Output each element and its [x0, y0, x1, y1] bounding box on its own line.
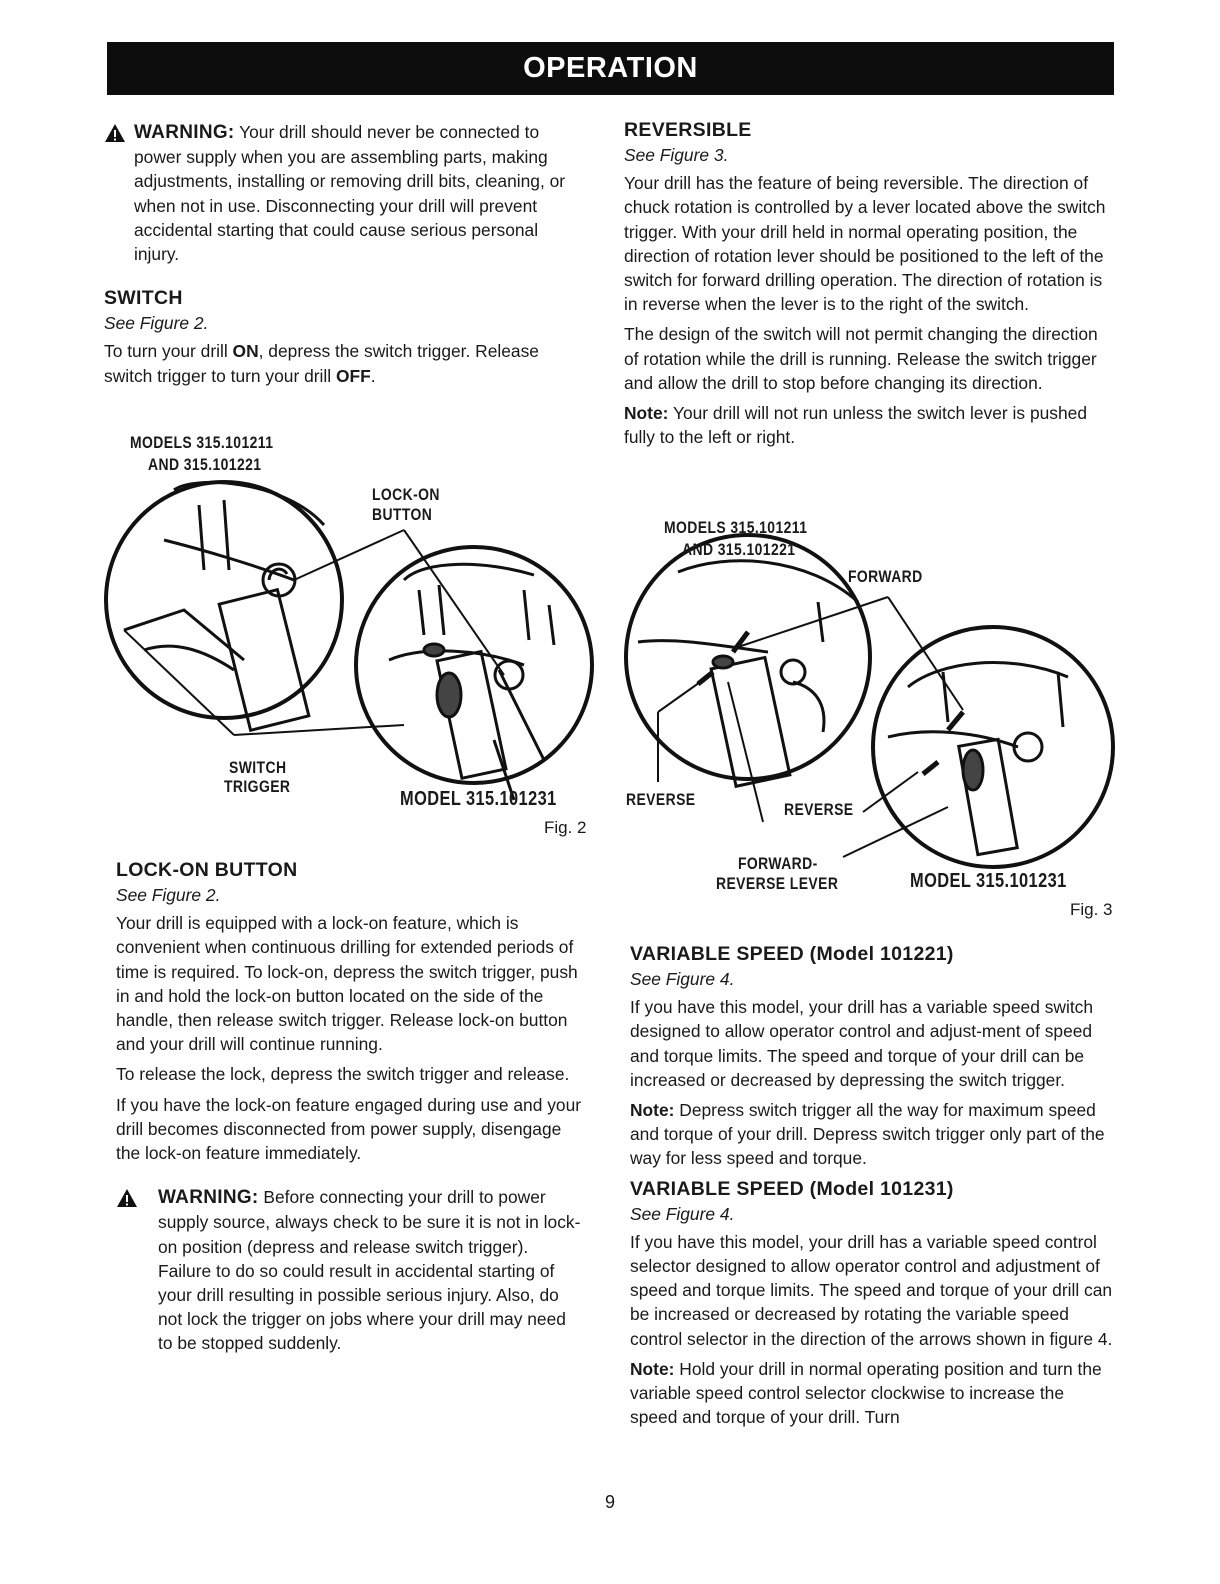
fig2-switch-line1: SWITCH — [229, 758, 287, 777]
reversible-paragraph-2: The design of the switch will not permit changing the direction of rotation while the drill is running. Release the switch trigger and allow the drill to stop before changing its direction. — [624, 324, 1098, 393]
fig2-switch-line2: TRIGGER — [224, 777, 291, 796]
right-column — [624, 118, 1114, 455]
page-number: 9 — [604, 1492, 615, 1512]
reversible-note: Note: Your drill will not run unless the switch lever is pushed fully to the left or right. — [624, 403, 1087, 448]
warning-label: WARNING: — [134, 122, 235, 143]
warning-text: Before connecting your drill to power supply source, always check to be sure it is not in lock-on position (depress and release switch trigger). Failure to do so could result in accidental starting of your drill resulting in possible serious injury. Also, do not lock the trigger on jobs where your drill may need to be stopped suddenly. — [158, 1187, 581, 1354]
figure-3 — [618, 512, 1118, 922]
switch-heading: SWITCH — [104, 287, 183, 310]
vs221-heading: VARIABLE SPEED (Model 101221) — [630, 943, 954, 965]
section-banner: OPERATION — [107, 42, 1114, 95]
fig3-lever-line2: REVERSE LEVER — [716, 874, 839, 893]
warning-block-1 — [104, 120, 584, 266]
fig3-models-line2: AND 315.101221 — [682, 540, 796, 559]
fig3-lever-line1: FORWARD- — [738, 854, 818, 873]
figure-2 — [104, 430, 594, 850]
right-column-lower — [630, 942, 1114, 1435]
fig3-models-line1: MODELS 315.101211 — [664, 518, 808, 537]
vs221-note: Note: Depress switch trigger all the way for maximum speed and torque of your drill. Depress switch trigger only part of the way for less speed and torque. — [630, 1100, 1105, 1169]
warning-text: Your drill should never be connected to power supply when you are assembling parts, making adjustments, installing or removing drill bits, cleaning, or when not in use. Disconnecting your drill will prevent accidental starting that could cause serious personal injury. — [134, 122, 566, 265]
switch-see-figure: See Figure 2. — [104, 313, 209, 334]
fig2-models-line2: AND 315.101221 — [148, 455, 262, 474]
fig3-reverse-left: REVERSE — [626, 790, 696, 809]
fig2-model: MODEL 315.101231 — [400, 788, 557, 810]
left-column — [104, 120, 584, 394]
reversible-paragraph-1: Your drill has the feature of being reversible. The direction of chuck rotation is controlled by a lever located above the switch trigger. With your drill held in normal operating position, the direction of rotation lever should be positioned to the left of the switch for forward drilling operation. The direction of rotation is in reverse when the lever is to the right of the switch. — [624, 173, 1106, 315]
fig3-forward: FORWARD — [848, 567, 923, 586]
fig2-lockon-line2: BUTTON — [372, 505, 433, 524]
fig2-lockon-line1: LOCK-ON — [372, 485, 440, 504]
left-column-lower — [116, 858, 584, 1356]
lockon-paragraph-3: If you have the lock-on feature engaged during use and your drill becomes disconnected from power supply, disengage the lock-on feature immediately. — [116, 1094, 582, 1164]
fig3-model: MODEL 315.101231 — [910, 870, 1067, 892]
warning-triangle-icon — [116, 1188, 138, 1208]
vs221-see-figure: See Figure 4. — [630, 969, 735, 989]
vs231-heading: VARIABLE SPEED (Model 101231) — [630, 1177, 954, 1200]
vs231-see-figure: See Figure 4. — [630, 1203, 735, 1224]
fig3-reverse-right: REVERSE — [784, 800, 854, 819]
vs231-note: Note: Hold your drill in normal operating position and turn the variable speed control selector clockwise to increase the speed and torque of your drill. Turn — [630, 1358, 1102, 1428]
fig3-number: Fig. 3 — [1070, 900, 1113, 919]
lockon-paragraph-2: To release the lock, depress the switch trigger and release. — [116, 1064, 570, 1085]
fig2-number: Fig. 2 — [544, 818, 587, 837]
lockon-heading: LOCK-ON BUTTON — [116, 859, 298, 881]
lockon-paragraph-1: Your drill is equipped with a lock-on feature, which is convenient when continuous drilling for extended periods of time is required. To lock-on, depress the switch trigger, push in and hold the lock-on button located on the side of the handle, then release switch trigger. Release lock-on button and your drill will continue running. — [116, 913, 578, 1055]
vs221-paragraph: If you have this model, your drill has a variable speed switch designed to allow operator control and adjust-ment of speed and torque limits. The speed and torque of your drill can be increased or decreased by depressing the switch trigger. — [630, 997, 1094, 1090]
lockon-see-figure: See Figure 2. — [116, 885, 221, 905]
vs231-paragraph: If you have this model, your drill has a variable speed control selector designed to allow operator control and adjustment of speed and torque limits. The speed and torque of your drill can be increased or decreased by rotating the variable speed control selector in the direction of the arrows shown in figure 4. — [630, 1231, 1113, 1349]
warning-label: WARNING: — [158, 1187, 259, 1209]
reversible-see-figure: See Figure 3. — [624, 145, 729, 165]
reversible-heading: REVERSIBLE — [624, 119, 752, 141]
fig2-models-line1: MODELS 315.101211 — [130, 433, 274, 452]
figure-2-drawing — [104, 430, 594, 850]
warning-triangle-icon — [104, 123, 126, 143]
warning-block-2 — [116, 1185, 584, 1355]
switch-paragraph: To turn your drill ON, depress the switch trigger. Release switch trigger to turn your drill OFF. — [104, 341, 539, 386]
